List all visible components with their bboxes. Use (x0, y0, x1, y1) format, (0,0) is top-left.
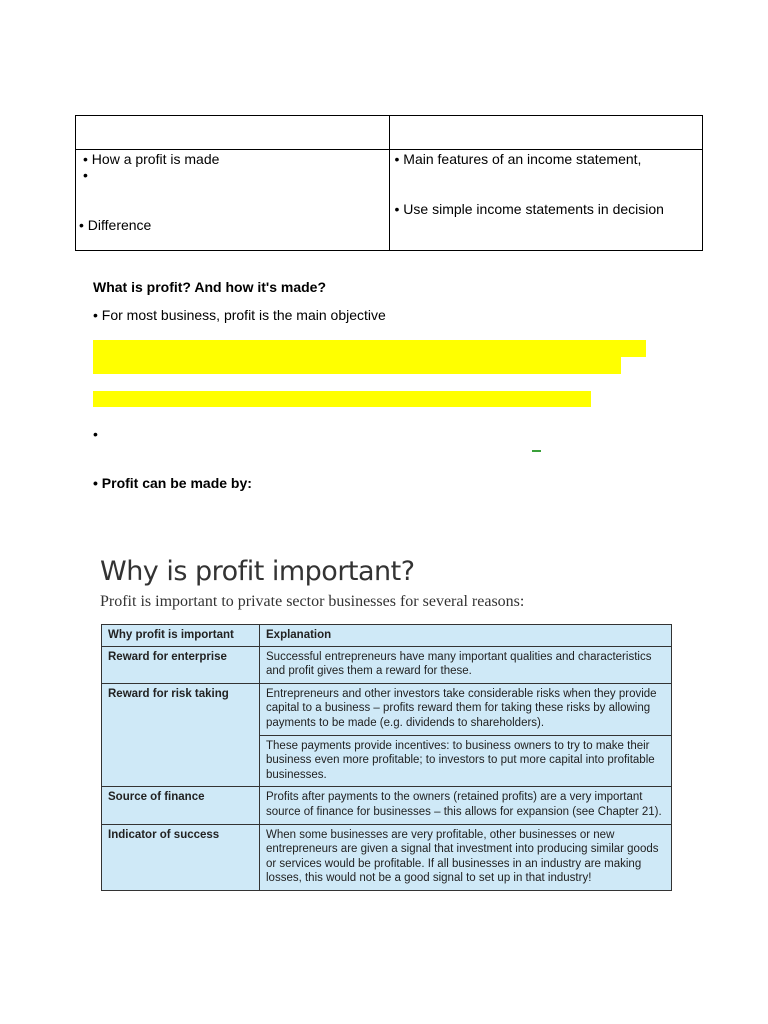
section-heading: What is profit? And how it's made? (93, 279, 327, 295)
objectives-right-cell (389, 150, 703, 251)
highlight-bar (93, 340, 646, 357)
why-profit-table (101, 624, 672, 891)
reason-cell: Source of finance (102, 787, 260, 824)
objective-difference: • Difference (79, 217, 152, 233)
why-profit-title: Why is profit important? (100, 556, 415, 587)
table-row (102, 646, 672, 683)
profit-made-by-heading: • Profit can be made by: (93, 475, 252, 491)
highlight-bar (93, 391, 591, 407)
objective-use-income-statements: • Use simple income statements in decision (394, 201, 664, 217)
underline-mark (532, 450, 541, 452)
highlight-bar (93, 357, 621, 374)
why-profit-subtitle: Profit is important to private sector businesses for several reasons: (100, 593, 525, 610)
bullet-main-objective: • For most business, profit is the main objective (93, 307, 386, 323)
table-header-explanation: Explanation (260, 625, 672, 647)
objectives-table (75, 115, 703, 251)
explanation-cell: Profits after payments to the owners (retained profits) are a very important source of finance for businesses – this allows for expansion (see Chapter 21). (260, 787, 672, 824)
table-row (102, 824, 672, 890)
explanation-cell: These payments provide incentives: to business owners to try to make their business even more profitable; to investors to put more capital into profitable businesses. (260, 735, 672, 787)
table-header-reason: Why profit is important (102, 625, 260, 647)
objective-empty-bullet: • (83, 167, 88, 183)
objectives-header-left (76, 116, 390, 150)
objective-income-statement-features: • Main features of an income statement, (394, 151, 642, 167)
reason-cell: Reward for risk taking (102, 683, 260, 787)
reason-cell: Reward for enterprise (102, 646, 260, 683)
empty-bullet: • (93, 426, 98, 442)
objective-how-profit-made: • How a profit is made (83, 151, 220, 167)
table-row (102, 683, 672, 735)
reason-cell: Indicator of success (102, 824, 260, 890)
objectives-header-right (389, 116, 703, 150)
explanation-cell: Successful entrepreneurs have many important qualities and characteristics and profit gives them a reward for these. (260, 646, 672, 683)
table-row (102, 787, 672, 824)
explanation-cell: When some businesses are very profitable, other businesses or new entrepreneurs are given a signal that investment into producing similar goods or services would be profitable. If all businesses in an industry are making losses, this would not be a good signal to set up in that industry! (260, 824, 672, 890)
explanation-cell: Entrepreneurs and other investors take considerable risks when they provide capital to a business – profits reward them for taking these risks by allowing payments to be made (e.g. dividends to shareholders). (260, 683, 672, 735)
objectives-left-cell (76, 150, 390, 251)
